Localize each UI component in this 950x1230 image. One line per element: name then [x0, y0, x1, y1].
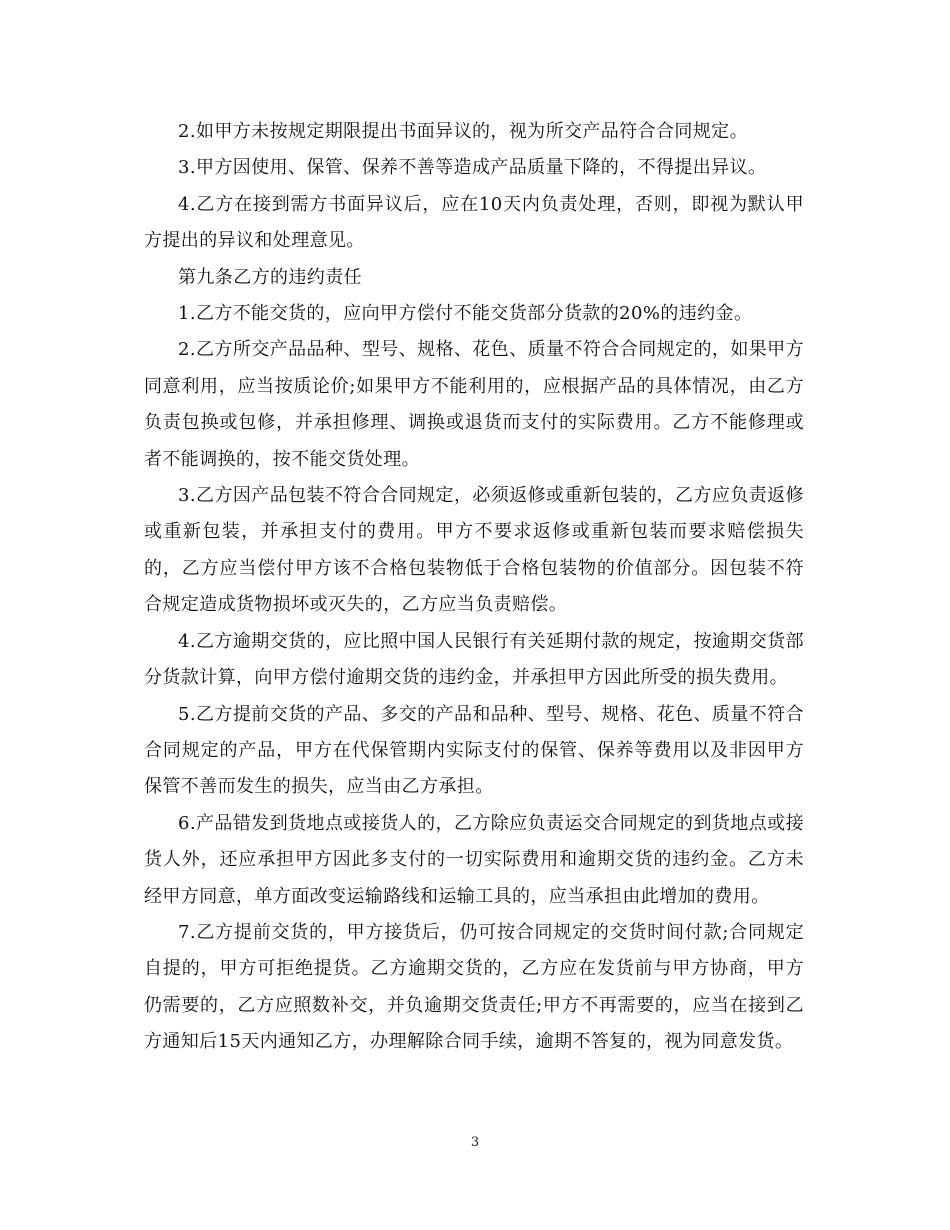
clause-paragraph: 3.乙方因产品包装不符合合同规定，必须返修或重新包装的，乙方应负责返修或重新包装，并承担支付的费用。甲方不要求返修或重新包装而要求赔偿损失的，乙方应当偿付甲方该不合格包装物低于合格包装物的价值部分。因包装不符合规定造成货物损坏或灭失的，乙方应当负责赔偿。 [144, 485, 804, 616]
clause-paragraph: 3.甲方因使用、保管、保养不善等造成产品质量下降的，不得提出异议。 [178, 157, 767, 179]
clause-paragraph: 4.乙方逾期交货的，应比照中国人民银行有关延期付款的规定，按逾期交货部分货款计算，向甲方偿付逾期交货的违约金，并承担甲方因此所受的损失费用。 [144, 630, 804, 689]
clause-paragraph: 1.乙方不能交货的，应向甲方偿付不能交货部分货款的20%的违约金。 [178, 303, 753, 325]
clause-paragraph: 5.乙方提前交货的产品、多交的产品和品种、型号、规格、花色、质量不符合合同规定的产品，甲方在代保管期内实际支付的保管、保养等费用以及非因甲方保管不善而发生的损失，应当由乙方承担。 [144, 703, 804, 798]
clause-paragraph: 4.乙方在接到需方书面异议后，应在10天内负责处理，否则，即视为默认甲方提出的异议和处理意见。 [144, 193, 804, 252]
page-number: 3 [470, 1135, 480, 1150]
clause-paragraph: 7.乙方提前交货的，甲方接货后，仍可按合同规定的交货时间付款;合同规定自提的，甲方可拒绝提货。乙方逾期交货的，乙方应在发货前与甲方协商，甲方仍需要的，乙方应照数补交，并负逾期交货责任;甲方不再需要的，应当在接到乙方通知后15天内通知乙方，办理解除合同手续，逾期不答复的，视为同意发货。 [144, 921, 804, 1053]
section-heading: 第九条乙方的违约责任 [178, 266, 362, 288]
clause-paragraph: 6.产品错发到货地点或接货人的，乙方除应负责运交合同规定的到货地点或接货人外，还应承担甲方因此多支付的一切实际费用和逾期交货的违约金。乙方未经甲方同意，单方面改变运输路线和运输工具的，应当承担由此增加的费用。 [144, 812, 804, 907]
clause-paragraph: 2.乙方所交产品品种、型号、规格、花色、质量不符合合同规定的，如果甲方同意利用，应当按质论价;如果甲方不能利用的，应根据产品的具体情况，由乙方负责包换或包修，并承担修理、调换或退货而支付的实际费用。乙方不能修理或者不能调换的，按不能交货处理。 [144, 339, 804, 470]
clause-paragraph: 2.如甲方未按规定期限提出书面异议的，视为所交产品符合合同规定。 [178, 121, 748, 142]
document-body [144, 114, 804, 1061]
